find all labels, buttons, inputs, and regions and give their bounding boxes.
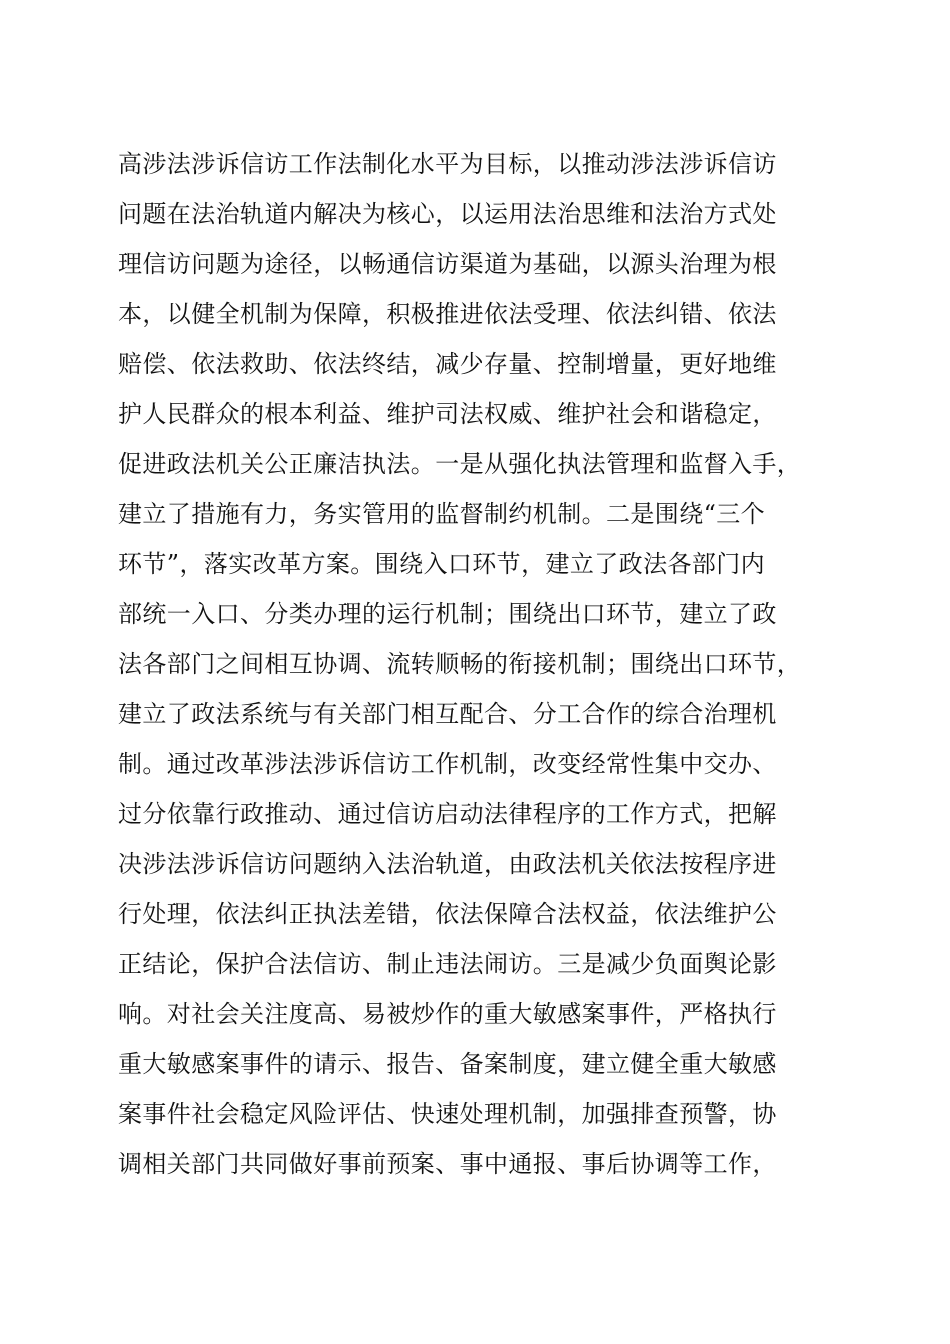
text-line: 法各部门之间相互协调、流转顺畅的衔接机制；围绕出口环节，	[118, 650, 802, 678]
text-line: 正结论，保护合法信访、制止违法闹访。三是减少负面舆论影	[118, 950, 777, 978]
body-paragraph	[118, 139, 838, 1189]
text-line: 制。通过改革涉法涉诉信访工作机制，改变经常性集中交办、	[118, 750, 777, 778]
text-line: 决涉法涉诉信访问题纳入法治轨道，由政法机关依法按程序进	[118, 850, 777, 878]
text-line: 建立了政法系统与有关部门相互配合、分工合作的综合治理机	[118, 700, 777, 728]
text-line: 赔偿、依法救助、依法终结，减少存量、控制增量，更好地维	[118, 350, 777, 378]
text-line: 过分依靠行政推动、通过信访启动法律程序的工作方式，把解	[118, 800, 777, 828]
text-line: 行处理，依法纠正执法差错，依法保障合法权益，依法维护公	[118, 900, 777, 928]
text-line: 调相关部门共同做好事前预案、事中通报、事后协调等工作，	[118, 1150, 777, 1178]
text-line: 高涉法涉诉信访工作法制化水平为目标，以推动涉法涉诉信访	[118, 150, 777, 178]
text-line: 响。对社会关注度高、易被炒作的重大敏感案事件，严格执行	[118, 1000, 777, 1028]
text-line: 部统一入口、分类办理的运行机制；围绕出口环节，建立了政	[118, 600, 777, 628]
text-line: 案事件社会稳定风险评估、快速处理机制，加强排查预警，协	[118, 1100, 777, 1128]
text-line: 重大敏感案事件的请示、报告、备案制度，建立健全重大敏感	[118, 1050, 777, 1078]
text-line: 护人民群众的根本利益、维护司法权威、维护社会和谐稳定，	[118, 400, 777, 428]
text-line: 本，以健全机制为保障，积极推进依法受理、依法纠错、依法	[118, 300, 777, 328]
text-line: 促进政法机关公正廉洁执法。一是从强化执法管理和监督入手，	[118, 450, 802, 478]
text-line: 建立了措施有力，务实管用的监督制约机制。二是围绕“三个	[118, 500, 766, 528]
text-line: 理信访问题为途径，以畅通信访渠道为基础，以源头治理为根	[118, 250, 777, 278]
text-line: 问题在法治轨道内解决为核心，以运用法治思维和法治方式处	[118, 200, 777, 228]
text-line: 环节”，落实改革方案。围绕入口环节，建立了政法各部门内	[118, 550, 766, 578]
